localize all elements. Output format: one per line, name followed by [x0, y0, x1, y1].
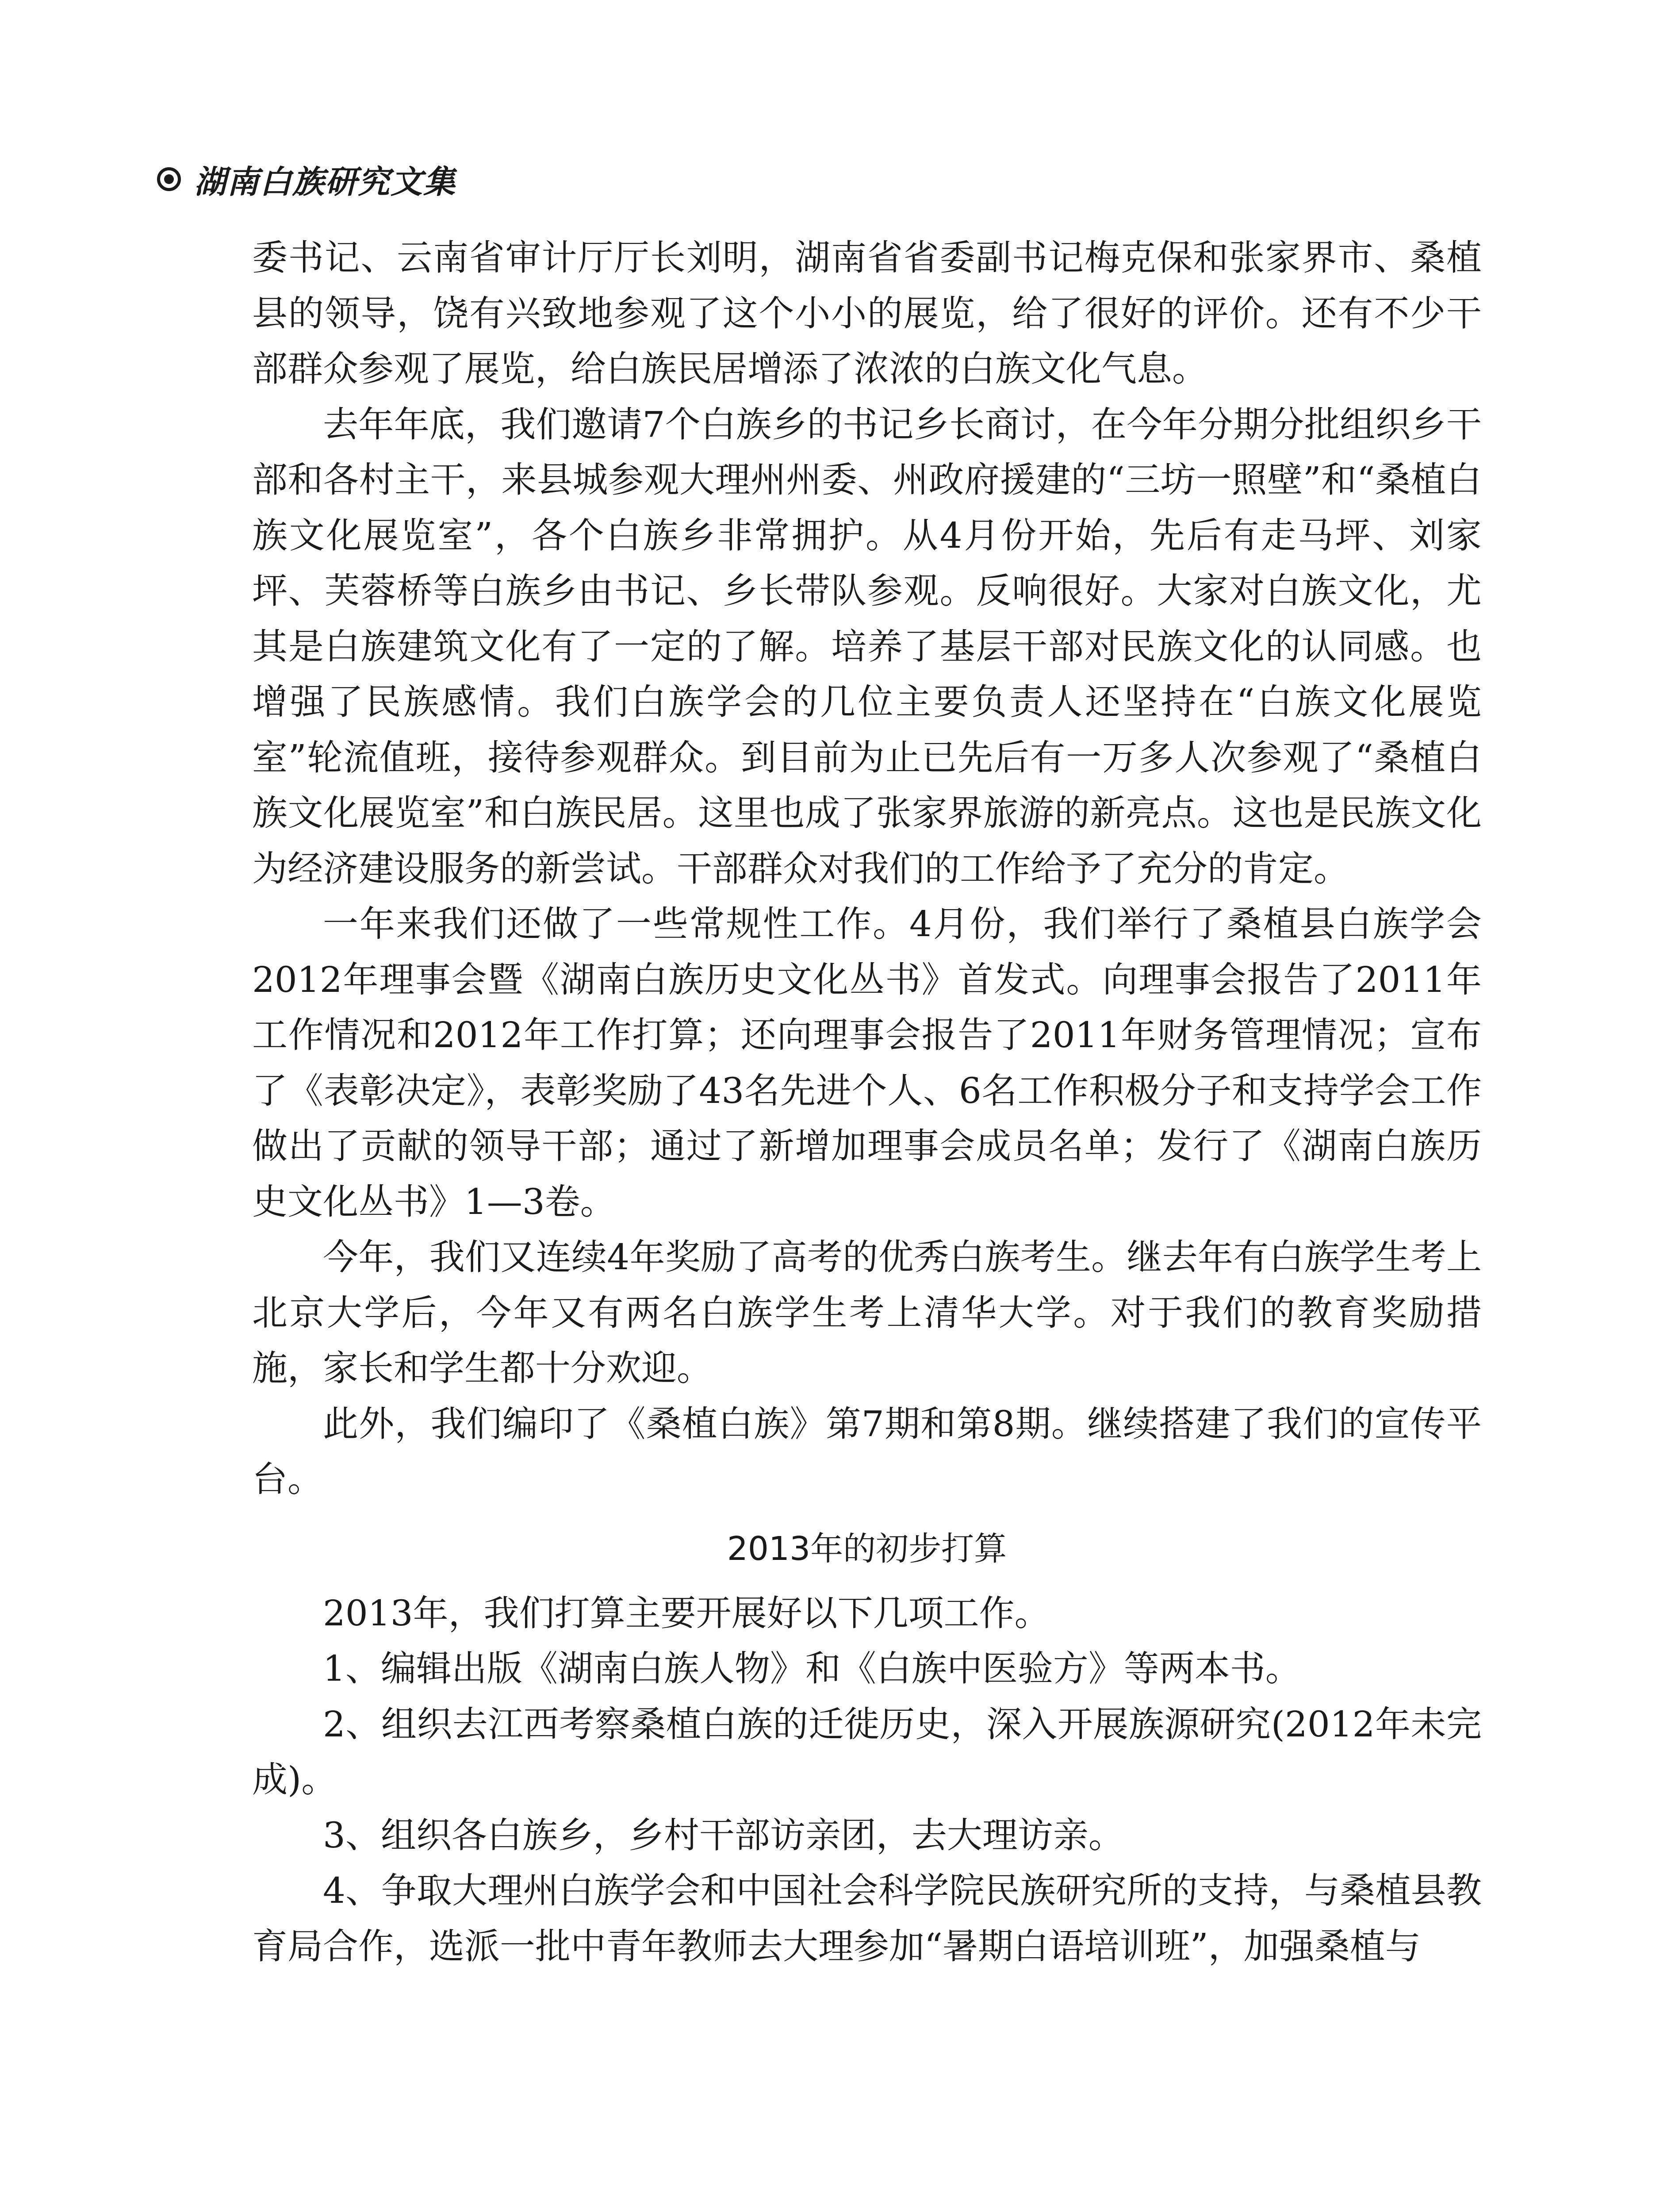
paragraph: 4、争取大理州白族学会和中国社会科学院民族研究所的支持，与桑植县教育局合作，选派一批中青年教师去大理参加“暑期白语培训班”，加强桑植与 [252, 1870, 1482, 1967]
paragraph: 1、编辑出版《湖南白族人物》和《白族中医验方》等两本书。 [323, 1648, 1301, 1689]
paragraph: 3、组织各白族乡，乡村干部访亲团，去大理访亲。 [323, 1814, 1124, 1856]
section-heading: 2013年的初步打算 [727, 1529, 1007, 1568]
paragraph: 一年来我们还做了一些常规性工作。4月份，我们举行了桑植县白族学会2012年理事会暨《湖南白族历史文化丛书》首发式。向理事会报告了2011年工作情况和2012年工作打算；还向理事会报告了2011年财务管理情况；宣布了《表彰决定》，表彰奖励了43名先进个人、6名工作积极分子和支持学会工作做出了贡献的领导干部；通过了新增加理事会成员名单；发行了《湖南白族历史文化丛书》1—3卷。 [252, 903, 1482, 1222]
paragraph: 2013年，我们打算主要开展好以下几项工作。 [323, 1592, 1050, 1634]
paragraph: 去年年底，我们邀请7个白族乡的书记乡长商讨，在今年分期分批组织乡干部和各村主干，来县城参观大理州州委、州政府援建的“三坊一照壁”和“桑植白族文化展览室”，各个白族乡非常拥护。从4月份开始，先后有走马坪、刘家坪、芙蓉桥等白族乡由书记、乡长带队参观。反响很好。大家对白族文化，尤其是白族建筑文化有了一定的了解。培养了基层干部对民族文化的认同感。也增强了民族感情。我们白族学会的几位主要负责人还坚持在“白族文化展览室”轮流值班，接待参观群众。到目前为止已先后有一万多人次参观了“桑植白族文化展览室”和白族民居。这里也成了张家界旅游的新亮点。这也是民族文化为经济建设服务的新尝试。干部群众对我们的工作给予了充分的肯定。 [252, 403, 1482, 889]
paragraph: 2、组织去江西考察桑植白族的迁徙历史，深入开展族源研究(2012年未完成)。 [252, 1703, 1482, 1800]
book-title: 湖南白族研究文集 [194, 163, 456, 200]
paragraph: 今年，我们又连续4年奖励了高考的优秀白族考生。继去年有白族学生考上北京大学后，今年又有两名白族学生考上清华大学。对于我们的教育奖励措施，家长和学生都十分欢迎。 [252, 1237, 1482, 1389]
paragraph: 委书记、云南省审计厅厅长刘明，湖南省省委副书记梅克保和张家界市、桑植县的领导，饶有兴致地参观了这个小小的展览，给了很好的评价。还有不少干部群众参观了展览，给白族民居增添了浓浓的白族文化气息。 [252, 237, 1482, 389]
paragraph: 此外，我们编印了《桑植白族》第7期和第8期。继续搭建了我们的宣传平台。 [252, 1403, 1482, 1500]
bullseye-icon [157, 167, 181, 191]
main-text [252, 230, 1482, 1974]
running-header [157, 157, 456, 201]
